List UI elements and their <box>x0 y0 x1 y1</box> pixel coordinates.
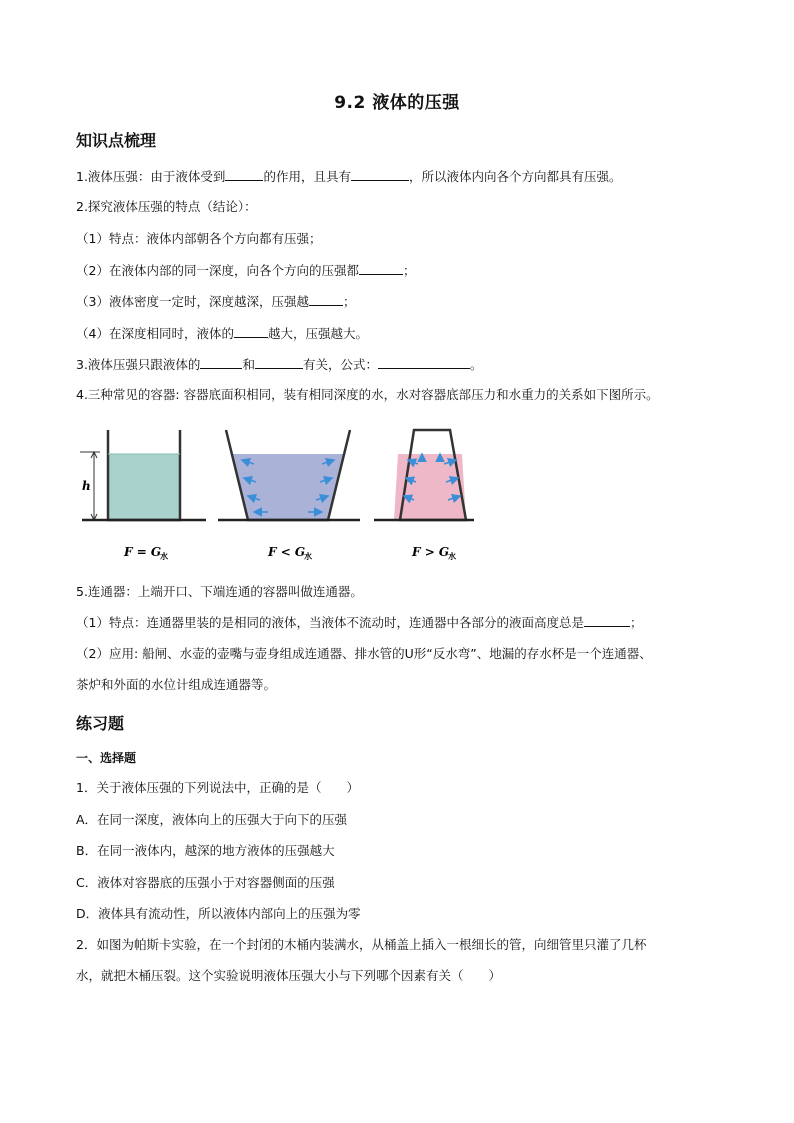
blank <box>584 614 630 627</box>
section-heading-knowledge: 知识点梳理 <box>76 131 157 150</box>
knowledge-point-2-2 <box>76 262 415 279</box>
blank <box>351 168 409 181</box>
text: （1）特点：连通器里装的是相同的液体，当液体不流动时，连通器中各部分的液面高度总是 <box>76 615 584 630</box>
knowledge-point-5: 5.连通器：上端开口、下端连通的容器叫做连通器。 <box>76 584 363 599</box>
question-1-option-a: A．在同一深度，液体向上的压强大于向下的压强 <box>76 812 348 827</box>
text: （4）在深度相同时，液体的 <box>76 326 234 341</box>
question-1-option-d: D．液体具有流动性，所以液体内部向上的压强为零 <box>76 906 361 921</box>
container-wide-top <box>218 430 360 520</box>
blank <box>378 356 470 369</box>
text: （3）液体密度一定时，深度越深，压强越 <box>76 294 309 309</box>
question-2-cont: 水，就把木桶压裂。这个实验说明液体压强大小与下列哪个因素有关（ ） <box>76 968 502 983</box>
label-less: F < G <box>268 545 306 559</box>
blank <box>234 325 268 338</box>
text: ； <box>342 294 356 309</box>
blank <box>200 356 242 369</box>
knowledge-point-3 <box>76 356 482 373</box>
question-1-option-b: B．在同一液体内，越深的地方液体的压强越大 <box>76 843 335 858</box>
knowledge-point-2-3 <box>76 293 355 310</box>
label-equal: F = G <box>124 545 162 559</box>
text: 1.液体压强：由于液体受到 <box>76 169 226 184</box>
text: 和 <box>242 357 255 372</box>
label-sub: 水 <box>448 551 456 561</box>
text: ； <box>629 615 643 630</box>
h-label: h <box>82 479 91 493</box>
knowledge-point-4: 4.三种常见的容器: 容器底面积相同，装有相同深度的水，水对容器底部压力和水重力的关系如下图所示。 <box>76 387 659 402</box>
knowledge-point-5-2: （2）应用: 船闸、水壶的壶嘴与壶身组成连通器、排水管的U形“反水弯”、地漏的存水杯是一个连通器、 <box>76 646 652 661</box>
knowledge-point-1 <box>76 168 621 185</box>
section-heading-exercises: 练习题 <box>76 714 125 733</box>
label-sub: 水 <box>304 551 312 561</box>
page-title: 9.2 液体的压强 <box>334 93 460 113</box>
question-1: 1．关于液体压强的下列说法中，正确的是（ ） <box>76 780 359 795</box>
text: 3.液体压强只跟液体的 <box>76 357 201 372</box>
text: 。 <box>469 357 483 372</box>
knowledge-point-2: 2.探究液体压强的特点（结论）： <box>76 199 257 214</box>
height-indicator <box>80 452 100 520</box>
blank <box>359 262 403 275</box>
text: 的作用，且具有 <box>263 169 351 184</box>
knowledge-point-2-1: （1）特点：液体内部朝各个方向都有压强； <box>76 231 322 246</box>
knowledge-point-2-4 <box>76 325 368 342</box>
question-1-option-c: C．液体对容器底的压强小于对容器侧面的压强 <box>76 875 335 890</box>
question-2: 2．如图为帕斯卡实验，在一个封闭的木桶内装满水，从桶盖上插入一根细长的管，向细管里只灌了几杯 <box>76 937 647 952</box>
label-greater: F > G <box>412 545 450 559</box>
label-sub: 水 <box>160 551 168 561</box>
blank <box>255 356 303 369</box>
container-straight <box>82 430 206 520</box>
text: ，所以液体内向各个方向都具有压强。 <box>408 169 622 184</box>
text: 有关，公式： <box>302 357 378 372</box>
subsection-choice: 一、选择题 <box>76 751 137 765</box>
containers-diagram <box>78 420 478 568</box>
water-fill <box>108 454 180 520</box>
blank <box>225 168 263 181</box>
container-narrow-top <box>374 430 474 520</box>
knowledge-point-5-2-cont: 茶炉和外面的水位计组成连通器等。 <box>76 677 277 692</box>
text: 越大，压强越大。 <box>267 326 368 341</box>
text: （2）在液体内部的同一深度，向各个方向的压强都 <box>76 263 359 278</box>
knowledge-point-5-1 <box>76 614 642 631</box>
blank <box>309 293 343 306</box>
text: ； <box>402 263 416 278</box>
containers-figure <box>78 420 478 568</box>
